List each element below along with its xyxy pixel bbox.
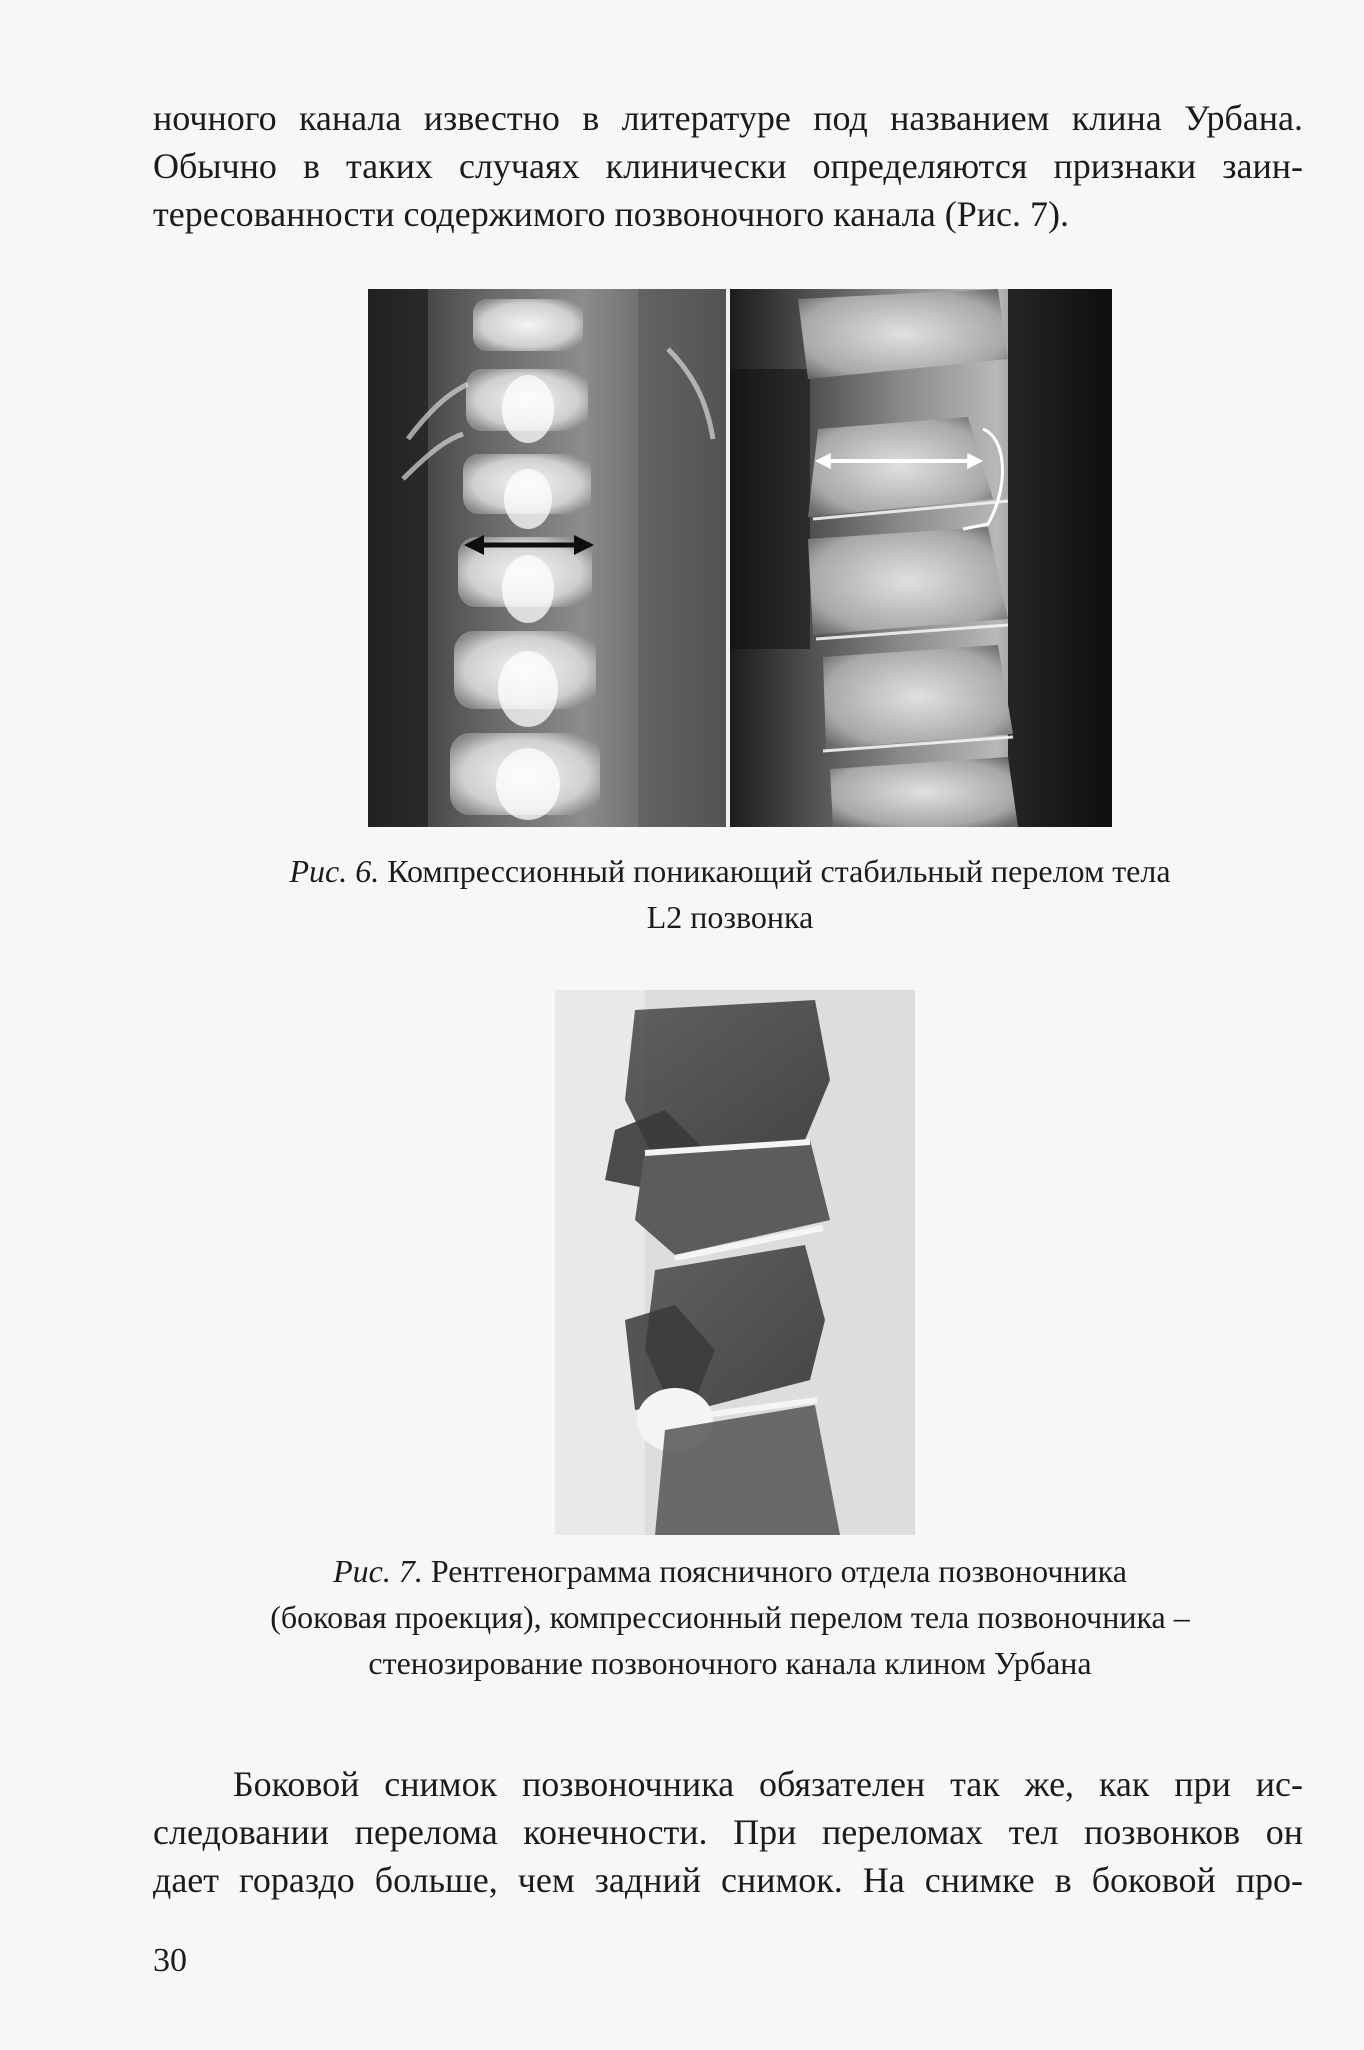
caption-text: Компрессионный поникающий стабильный перелом тела (387, 853, 1171, 889)
page-number: 30 (153, 1942, 187, 1979)
caption-text: Рентгенограмма поясничного отдела позвоночника (430, 1553, 1127, 1589)
figure-7-lateral-xray (555, 990, 915, 1535)
caption-text: стенозирование позвоночного канала клином Урбана (368, 1645, 1092, 1681)
caption-text: (боковая проекция), компрессионный перелом тела позвоночника – (270, 1599, 1190, 1635)
xray-image (555, 990, 915, 1535)
text-line: ночного канала известно в литературе под названием клина Урбана. (153, 98, 1303, 138)
text-line: Обычно в таких случаях клинически определяются признаки заин- (153, 146, 1303, 186)
paragraph-top (153, 94, 1303, 238)
text-line: Боковой снимок позвоночника обязателен так же, как при ис- (233, 1764, 1303, 1804)
figure-6-caption (200, 848, 1260, 940)
text-line: дает гораздо больше, чем задний снимок. На снимке в боковой про- (153, 1860, 1303, 1900)
figure-7-caption (170, 1548, 1290, 1686)
text-line: тересованности содержимого позвоночного канала (Рис. 7). (153, 194, 1069, 234)
paragraph-bottom (153, 1760, 1303, 1904)
figure-label: Рис. 7. (333, 1553, 423, 1589)
caption-text: L2 позвонка (646, 899, 814, 935)
figure-label: Рис. 6. (289, 853, 380, 889)
text-line: следовании перелома конечности. При переломах тел позвонков он (153, 1812, 1303, 1852)
xray-image (368, 289, 1112, 827)
figure-6-xray-pair (368, 289, 1112, 827)
